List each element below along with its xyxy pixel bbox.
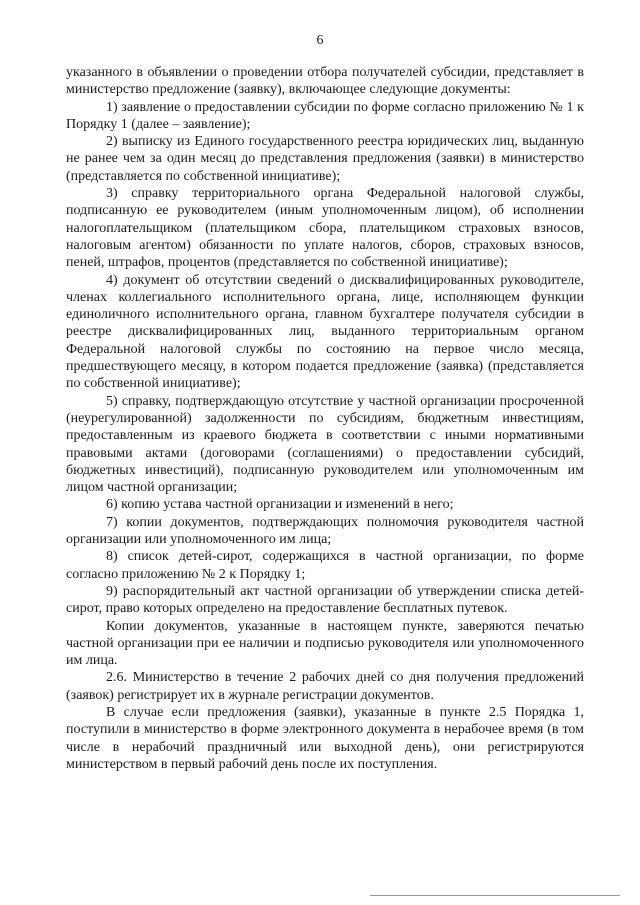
document-body (66, 64, 584, 773)
paragraph-item-6: 6) копию устава частной организации и изменений в него; (106, 497, 454, 513)
paragraph-item-2: 2) выписку из Единого государственного реестра юридических лиц, выданную не ранее чем за один месяц до представления предложения (заявки) в министерство (представляется по собственной инициативе); (66, 134, 584, 184)
paragraph-item-1: 1) заявление о предоставлении субсидии по форме согласно приложению № 1 к Порядку 1 (далее – заявление); (66, 99, 584, 132)
paragraph-section-2-6: 2.6. Министерство в течение 2 рабочих дней со дня получения предложений (заявок) регистрирует их в журнале регистрации документов. (66, 670, 584, 703)
paragraph-intro: указанного в объявлении о проведении отбора получателей субсидии, представляет в министерство предложение (заявку), включающее следующие документы: (66, 65, 584, 98)
paragraph-item-5: 5) справку, подтверждающую отсутствие у частной организации просроченной (неурегулированной) задолженности по субсидиям, бюджетным инвестициям, предоставленным из краевого бюджета в соответствии с иными нормативными правовыми актами (договорами (соглашениями) о предоставлении субсидий, бюджетных инвестиций), подписанную руководителем или уполномоченным им лицом частной организации; (66, 393, 584, 496)
page-number: 6 (316, 33, 324, 48)
footer-rule (370, 895, 620, 896)
paragraph-item-8: 8) список детей-сирот, содержащихся в частной организации, по форме согласно приложению № 2 к Порядку 1; (66, 549, 584, 582)
paragraph-electronic-submission: В случае если предложения (заявки), указанные в пункте 2.5 Порядка 1, поступили в министерство в форме электронного документа в нерабочее время (в том числе в нерабочий праздничный или выходной день), они регистрируются министерством в первый рабочий день после их поступления. (66, 704, 584, 772)
paragraph-item-9: 9) распорядительный акт частной организации об утверждении списка детей-сирот, право которых определено на предоставление бесплатных путевок. (66, 583, 584, 617)
paragraph-copies-note: Копии документов, указанные в настоящем пункте, заверяются печатью частной организации при ее наличии и подписью руководителя или уполномоченного им лица. (66, 618, 584, 669)
paragraph-item-3: 3) справку территориального органа Федеральной налоговой службы, подписанную ее руководителем (иным уполномоченным лицом), об исполнении налогоплательщиком (плательщиком сбора, плательщиком страховых взносов, налоговым агентом) обязанности по уплате налогов, сборов, страховых взносов, пеней, штрафов, процентов (представляется по собственной инициативе); (66, 186, 584, 271)
paragraph-item-7: 7) копии документов, подтверждающих полномочия руководителя частной организации или уполномоченного им лица; (66, 514, 584, 548)
paragraph-item-4: 4) документ об отсутствии сведений о дисквалифицированных руководителе, членах коллегиального исполнительного органа, лице, исполняющем функции единоличного исполнительного органа, главном бухгалтере получателя субсидии в реестре дисквалифицированных лиц, выданного территориальным органом Федеральной налоговой службы по состоянию на первое число месяца, предшествующего месяцу, в котором подается предложение (заявка) (представляется по собственной инициативе); (66, 272, 584, 392)
